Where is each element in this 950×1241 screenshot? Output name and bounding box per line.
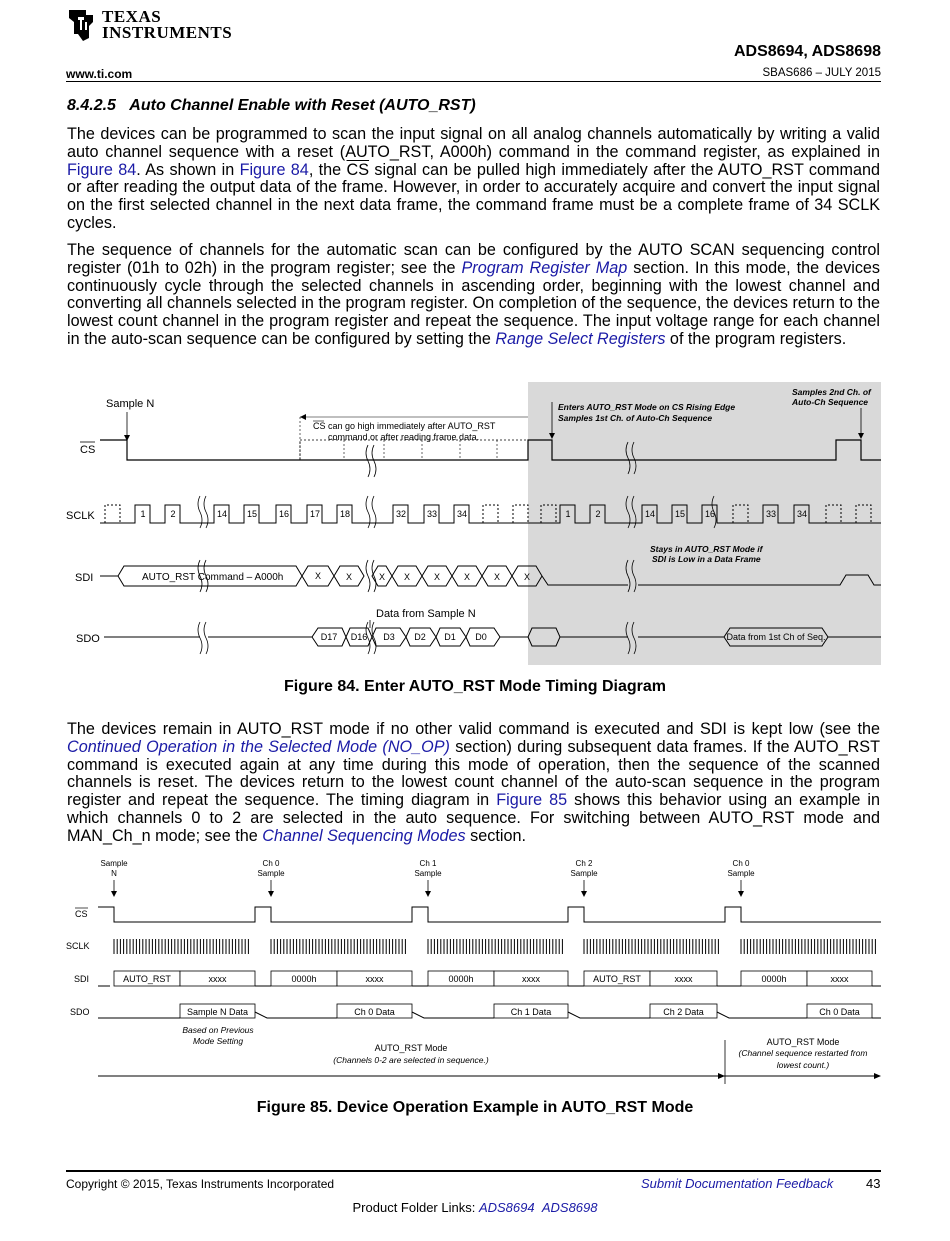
sample-n-label: Sample N [106, 398, 155, 410]
sdi-cell-label: 0000h [761, 974, 787, 984]
stays-note-line-2: SDI is Low in a Data Frame [652, 554, 761, 564]
sclk-cycle-label: 15 [674, 509, 686, 519]
document-number: SBAS686 – JULY 2015 [762, 67, 881, 79]
sample-arrowhead [111, 891, 117, 897]
cs-waveform-85 [98, 907, 881, 922]
channel-sequencing-modes-link[interactable]: Channel Sequencing Modes [262, 826, 466, 845]
figure-84-timing-diagram [0, 380, 950, 675]
enter-note-line-1: Enters AUTO_RST Mode on CS Rising Edge [558, 402, 736, 412]
sdo-cell-label: Ch 0 Data [354, 1007, 395, 1017]
sdi-cell-label: AUTO_RST [123, 974, 171, 984]
site-link[interactable]: www.ti.com [66, 67, 133, 81]
sclk-cycle-label: 33 [765, 509, 777, 519]
svg-text:X: X [378, 572, 386, 582]
sclk-dashed-pulse [513, 505, 528, 523]
sdo-cell-label: Sample N Data [186, 1007, 249, 1017]
sdo-cell-label: Ch 0 Data [819, 1007, 860, 1017]
document-title: ADS8694, ADS8698 [733, 43, 881, 60]
para1-text-2: . As shown in [136, 160, 240, 179]
restart-line-1: AUTO_RST Mode [766, 1037, 840, 1047]
sclk-cycle-label: 33 [426, 509, 438, 519]
sample-marker-label: Ch 2 [575, 859, 593, 868]
figure-84-link-2[interactable]: Figure 84 [239, 160, 309, 179]
logo-wordmark [102, 9, 232, 41]
sample-marker-label: N [111, 869, 117, 878]
sdi-cell-label: 0000h [448, 974, 474, 984]
product-folder-label: Product Folder Links: [352, 1200, 479, 1215]
svg-text:D3: D3 [383, 632, 395, 642]
sdi-command-label: AUTO_RST Command – A000h [142, 572, 284, 583]
figure-84-caption: Figure 84. Enter AUTO_RST Mode Timing Diagram [284, 678, 666, 695]
sclk-cycle-label: 32 [395, 509, 407, 519]
svg-text:X: X [523, 572, 531, 582]
sdo-label: SDO [76, 633, 100, 645]
para1-text-3: , the [308, 160, 347, 179]
figure-85-link[interactable]: Figure 85 [496, 791, 568, 810]
restart-line-3: lowest count.) [776, 1060, 830, 1070]
sdi-waveform-85 [98, 971, 881, 986]
figure-84-link[interactable]: Figure 84 [67, 160, 137, 179]
sdo-cell-label: Ch 1 Data [510, 1007, 552, 1017]
cs-label: CS [80, 444, 96, 456]
sclk-cycle-label: 1 [565, 509, 571, 519]
sdo-first-ch-label: Data from 1st Ch of Seq. [726, 632, 826, 642]
svg-text:X: X [314, 571, 322, 581]
sclk-dashed-pulse [483, 505, 498, 523]
sample-marker-label: Sample [727, 869, 755, 878]
based-on-previous-line-1: Based on Previous [182, 1025, 254, 1035]
sample-arrowhead [268, 891, 274, 897]
logo-line-1: TEXAS [102, 7, 162, 26]
svg-text:D0: D0 [475, 632, 487, 642]
sdi-label: SDI [75, 572, 94, 584]
sclk-cycle-label: 15 [246, 509, 258, 519]
sample-marker-label: Ch 0 [262, 859, 280, 868]
copyright: Copyright © 2015, Texas Instruments Incorporated [66, 1177, 335, 1191]
paragraph-2 [67, 242, 880, 349]
data-from-sample-n: Data from Sample N [376, 608, 476, 620]
figure-85-timing-diagram [0, 852, 950, 1087]
para3-text-2: section) during subsequent data frames. If the AUTO_RST command is executed again at any time during this mode of operation, then the sequence of the scanned channels is reset. The devices return to the lowest count channel of the auto-scan sequence in the program register and repeat the sequence. The timing diagram in [67, 737, 880, 810]
mode-line-2: (Channels 0-2 are selected in sequence.) [333, 1055, 489, 1065]
sample-arrowhead [738, 891, 744, 897]
sample-marker-label: Ch 1 [419, 859, 437, 868]
section-title: Auto Channel Enable with Reset (AUTO_RST) [129, 97, 476, 114]
sdo-cell-label: Ch 2 Data [663, 1007, 704, 1017]
header-rule [66, 81, 881, 82]
sclk-cycle-label: 14 [644, 509, 656, 519]
svg-text:X: X [433, 572, 441, 582]
svg-text:D1: D1 [444, 632, 456, 642]
sample-arrowhead [581, 891, 587, 897]
ti-logo-icon [66, 8, 96, 42]
sdi-cell-label: xxxx [674, 974, 693, 984]
svg-text:X: X [463, 572, 471, 582]
para3-text-1: The devices remain in AUTO_RST mode if no other valid command is executed and SDI is kept low (see the [67, 720, 880, 738]
ads8694-link[interactable]: ADS8694 [478, 1200, 535, 1215]
sclk-label: SCLK [66, 510, 95, 522]
sclk-cycle-label: 34 [796, 509, 808, 519]
paragraph-1 [67, 126, 880, 233]
para3-text-4: section. [465, 826, 526, 845]
range-select-registers-link[interactable]: Range Select Registers [495, 329, 666, 348]
sdi-cell-label: xxxx [522, 974, 540, 984]
paragraph-3 [67, 721, 880, 846]
para1-text-4: signal can be pulled high immediately after the AUTO_RST command or after reading the output data of the frame. However, in order to accurately acquire and convert the input signal on the first selected channel in the next data frame, the command frame must be a complete frame of 34 SCLK cycles. [67, 160, 880, 232]
sclk-label-85: SCLK [66, 941, 90, 951]
svg-text:X: X [403, 572, 411, 582]
sdi-label-85: SDI [74, 974, 90, 984]
sclk-cycle-label: 16 [704, 509, 716, 519]
cs-signal-name: $\overline{CS}$ [346, 160, 370, 179]
sdo-waveform-85 [98, 1004, 881, 1018]
ads8698-link[interactable]: ADS8698 [541, 1200, 598, 1215]
stays-note-line-1: Stays in AUTO_RST Mode if [650, 544, 763, 554]
para1-text-1: The devices can be programmed to scan the input signal on all analog channels automatically by writing a valid auto channel sequence with a reset (AUTO_RST, A000h) command in the command register, as explained in [67, 125, 880, 161]
sdi-cell-label: AUTO_RST [593, 974, 641, 984]
sample-marker-label: Ch 0 [732, 859, 750, 868]
sample-marker-label: Sample [414, 869, 442, 878]
sample-markers [100, 859, 755, 897]
svg-text:X: X [493, 572, 501, 582]
sclk-cycle-label: 16 [278, 509, 290, 519]
footer-rule [66, 1170, 881, 1172]
svg-text:X: X [345, 572, 353, 582]
logo-line-2: INSTRUMENTS [102, 23, 233, 42]
sdi-cell-label: xxxx [365, 974, 384, 984]
para2-text-3: of the program registers. [665, 329, 847, 348]
cs-label-85: CS [75, 909, 88, 919]
sclk-cycle-label: 14 [216, 509, 228, 519]
sample-marker-label: Sample [570, 869, 598, 878]
sdi-cell-label: xxxx [830, 974, 849, 984]
sdo-label-85: SDO [70, 1007, 90, 1017]
sample-arrowhead [425, 891, 431, 897]
product-folder-links [0, 1200, 950, 1215]
section-heading [67, 97, 476, 115]
sclk-cycle-label: 17 [309, 509, 321, 519]
sclk-cycle-label: 2 [170, 509, 176, 519]
continued-operation-link[interactable]: Continued Operation in the Selected Mode (NO_OP) [67, 737, 450, 756]
sclk-cycle-label: 2 [595, 509, 601, 519]
para2-text-1: The sequence of channels for the automatic scan can be configured by the AUTO SCAN sequencing control register (01h to 02h) in the program register; see the [67, 241, 880, 277]
cs-note-line-1: CS can go high immediately after AUTO_RST [313, 421, 496, 431]
sample-marker-label: Sample [100, 859, 128, 868]
samples-2nd-line-2: Auto-Ch Sequence [792, 397, 869, 407]
restart-line-2: (Channel sequence restarted from [738, 1048, 868, 1058]
para2-text-2: section. In this mode, the devices continuously cycle through the selected channels in ascending order, beginning with the lowest channel and converting all channels selected in the program register. On completion of the sequence, the devices return to the lowest count channel in the program register and repeat the sequence. The input voltage range for each channel in the auto-scan sequence can be configured by setting the [67, 258, 881, 348]
sclk-bursts [114, 939, 875, 954]
cs-note-line-2: command or after reading frame data. [328, 432, 480, 442]
sdi-cell-label: xxxx [208, 974, 227, 984]
page-number: 43 [866, 1176, 881, 1191]
sclk-cycle-label: 1 [140, 509, 146, 519]
section-number: 8.4.2.5 [67, 97, 116, 114]
svg-text:D17: D17 [320, 632, 338, 642]
based-on-previous-line-2: Mode Setting [192, 1036, 244, 1046]
sclk-cycle-label: 34 [456, 509, 468, 519]
para3-text-3: shows this behavior using an example in which channels 0 to 2 are selected in the auto sequence. For switching between AUTO_RST mode and MAN_Ch_n mode; see the [67, 791, 880, 845]
submit-feedback-link[interactable]: Submit Documentation Feedback [641, 1176, 834, 1191]
sclk-dashed-pulse [105, 505, 120, 523]
ti-logo[interactable] [66, 8, 232, 42]
sclk-cycle-label: 18 [339, 509, 351, 519]
enter-note-line-2: Samples 1st Ch. of Auto-Ch Sequence [558, 413, 713, 423]
svg-text:D16: D16 [350, 632, 368, 642]
samples-2nd-line-1: Samples 2nd Ch. of [792, 387, 871, 397]
sdi-cell-label: 0000h [291, 974, 317, 984]
figure-85-caption: Figure 85. Device Operation Example in AUTO_RST Mode [256, 1099, 694, 1116]
svg-text:D2: D2 [414, 632, 426, 642]
sample-marker-label: Sample [257, 869, 285, 878]
mode-line-1: AUTO_RST Mode [374, 1043, 448, 1053]
program-register-map-link[interactable]: Program Register Map [461, 258, 628, 277]
